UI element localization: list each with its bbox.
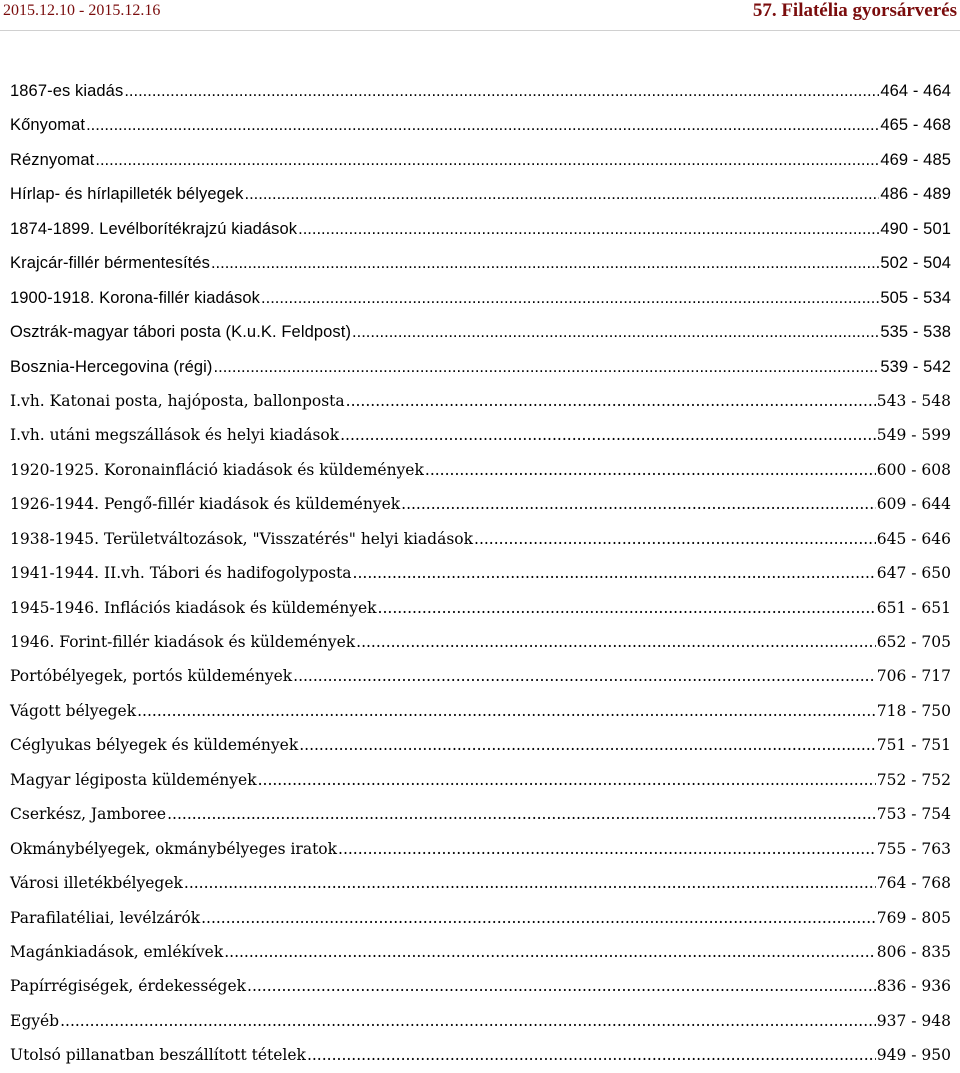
toc-entry-label: Céglyukas bélyegek és küldemények	[10, 736, 299, 755]
toc-entry-pages: 609 - 644	[876, 495, 951, 514]
toc-entry[interactable]	[10, 487, 951, 521]
toc-entry[interactable]	[10, 969, 951, 1003]
dot-leader	[352, 315, 879, 349]
date-range: 2015.12.10 - 2015.12.16	[3, 2, 161, 19]
toc-entry-pages: 949 - 950	[876, 1046, 951, 1065]
dot-leader	[258, 763, 876, 797]
toc-entry[interactable]	[10, 143, 951, 177]
toc-entry-pages: 706 - 717	[876, 667, 951, 686]
dot-leader	[307, 1038, 876, 1072]
toc-entry-label: 1874-1899. Levélborítékrajzú kiadások	[10, 219, 298, 238]
toc-entry[interactable]	[10, 866, 951, 900]
toc-entry[interactable]	[10, 74, 951, 108]
toc-entry-label: Magánkiadások, emlékívek	[10, 942, 224, 961]
toc-entry[interactable]	[10, 212, 951, 246]
page-header	[0, 0, 960, 31]
toc-entry-label: Vágott bélyegek	[10, 701, 137, 720]
dot-leader	[378, 591, 876, 625]
toc-entry-pages: 651 - 651	[876, 598, 951, 617]
dot-leader	[224, 935, 876, 969]
toc-entry-pages: 549 - 599	[876, 426, 951, 445]
toc-entry-pages: 505 - 534	[880, 288, 951, 307]
toc-entry-label: 1920-1925. Koronainfláció kiadások és küldemények	[10, 460, 424, 479]
dot-leader	[401, 487, 876, 521]
toc-entry-pages: 464 - 464	[880, 82, 951, 100]
dot-leader	[299, 728, 876, 762]
toc-entry-pages: 769 - 805	[876, 908, 951, 927]
dot-leader	[245, 177, 880, 211]
toc-entry[interactable]	[10, 659, 951, 693]
toc-entry[interactable]	[10, 281, 951, 315]
toc-entry[interactable]	[10, 797, 951, 831]
toc-entry-pages: 836 - 936	[876, 977, 951, 996]
table-of-contents	[10, 74, 951, 1073]
dot-leader	[211, 246, 879, 280]
dot-leader	[338, 832, 876, 866]
dot-leader	[425, 453, 876, 487]
toc-entry-label: Hírlap- és hírlapilleték bélyegek	[10, 185, 244, 204]
toc-entry[interactable]	[10, 453, 951, 487]
dot-leader	[184, 866, 876, 900]
dot-leader	[214, 350, 880, 384]
toc-entry-pages: 752 - 752	[876, 770, 951, 789]
toc-entry[interactable]	[10, 246, 951, 280]
toc-entry[interactable]	[10, 556, 951, 590]
toc-entry[interactable]	[10, 728, 951, 762]
toc-entry-label: Utolsó pillanatban beszállított tételek	[10, 1046, 306, 1065]
toc-entry-pages: 469 - 485	[880, 150, 951, 169]
toc-entry-label: 1938-1945. Területváltozások, "Visszatérés" helyi kiadások	[10, 529, 474, 548]
toc-entry[interactable]	[10, 1004, 951, 1038]
toc-entry-label: 1926-1944. Pengő-fillér kiadások és küldemények	[10, 495, 401, 514]
toc-entry-label: Parafilatéliai, levélzárók	[10, 908, 201, 927]
toc-entry-label: 1941-1944. II.vh. Tábori és hadifogolyposta	[10, 564, 352, 583]
toc-entry-pages: 753 - 754	[876, 805, 951, 824]
dot-leader	[86, 108, 879, 142]
toc-entry-pages: 535 - 538	[880, 323, 951, 342]
toc-entry[interactable]	[10, 625, 951, 659]
dot-leader	[261, 281, 879, 315]
toc-entry-pages: 600 - 608	[876, 460, 951, 479]
dot-leader	[356, 625, 876, 659]
toc-entry-label: Bosznia-Hercegovina (régi)	[10, 357, 213, 376]
dot-leader	[474, 522, 876, 556]
dot-leader	[137, 694, 876, 728]
toc-entry-pages: 937 - 948	[876, 1011, 951, 1030]
toc-entry-label: I.vh. utáni megszállások és helyi kiadások	[10, 426, 340, 445]
toc-entry-label: 1867-es kiadás	[10, 82, 124, 100]
toc-entry-pages: 647 - 650	[876, 564, 951, 583]
toc-entry[interactable]	[10, 694, 951, 728]
toc-entry-label: Cserkész, Jamboree	[10, 805, 167, 824]
toc-entry-pages: 645 - 646	[876, 529, 951, 548]
toc-entry-pages: 652 - 705	[876, 633, 951, 651]
toc-entry[interactable]	[10, 763, 951, 797]
toc-entry-label: Magyar légiposta küldemények	[10, 770, 257, 789]
toc-entry-pages: 539 - 542	[880, 357, 951, 376]
dot-leader	[346, 384, 876, 418]
toc-entry[interactable]	[10, 522, 951, 556]
dot-leader	[201, 901, 876, 935]
toc-entry-pages: 751 - 751	[876, 736, 951, 755]
toc-entry-label: I.vh. Katonai posta, hajóposta, ballonposta	[10, 391, 345, 410]
toc-entry[interactable]	[10, 901, 951, 935]
toc-entry-label: Osztrák-magyar tábori posta (K.u.K. Feldpost)	[10, 323, 352, 342]
dot-leader	[340, 418, 876, 452]
dot-leader	[95, 143, 879, 177]
toc-entry[interactable]	[10, 177, 951, 211]
toc-entry-label: Réznyomat	[10, 150, 95, 169]
dot-leader	[247, 969, 876, 1003]
dot-leader	[60, 1004, 876, 1038]
toc-entry-label: Papírrégiségek, érdekességek	[10, 977, 247, 996]
toc-entry-label: Portóbélyegek, portós küldemények	[10, 667, 293, 686]
toc-entry-label: 1945-1946. Inflációs kiadások és küldemények	[10, 598, 377, 617]
toc-entry-pages: 486 - 489	[880, 185, 951, 204]
toc-entry-label: Krajcár-fillér bérmentesítés	[10, 254, 210, 273]
toc-entry-pages: 755 - 763	[876, 839, 951, 858]
toc-entry-label: 1900-1918. Korona-fillér kiadások	[10, 288, 261, 307]
dot-leader	[353, 556, 876, 590]
toc-entry[interactable]	[10, 935, 951, 969]
toc-entry[interactable]	[10, 108, 951, 142]
toc-entry-pages: 806 - 835	[876, 942, 951, 961]
toc-entry-pages: 490 - 501	[880, 219, 951, 238]
toc-entry-pages: 502 - 504	[880, 254, 951, 273]
toc-entry-pages: 543 - 548	[876, 391, 951, 410]
toc-entry[interactable]	[10, 315, 951, 349]
toc-entry-pages: 718 - 750	[876, 701, 951, 720]
toc-entry[interactable]	[10, 591, 951, 625]
toc-entry-label: Kőnyomat	[10, 116, 86, 135]
toc-entry-label: 1946. Forint-fillér kiadások és küldemények	[10, 633, 356, 651]
dot-leader	[298, 212, 879, 246]
dot-leader	[167, 797, 876, 831]
toc-entry[interactable]	[10, 384, 951, 418]
toc-entry-pages: 465 - 468	[880, 116, 951, 135]
dot-leader	[124, 74, 879, 108]
dot-leader	[293, 659, 876, 693]
toc-entry[interactable]	[10, 1038, 951, 1072]
toc-entry-pages: 764 - 768	[876, 874, 951, 893]
toc-entry-label: Városi illetékbélyegek	[10, 874, 183, 893]
toc-entry-label: Okmánybélyegek, okmánybélyeges iratok	[10, 839, 338, 858]
toc-entry-label: Egyéb	[10, 1011, 60, 1030]
toc-entry[interactable]	[10, 418, 951, 452]
auction-title: 57. Filatélia gyorsárverés	[752, 0, 957, 21]
toc-entry[interactable]	[10, 350, 951, 384]
toc-entry[interactable]	[10, 832, 951, 866]
